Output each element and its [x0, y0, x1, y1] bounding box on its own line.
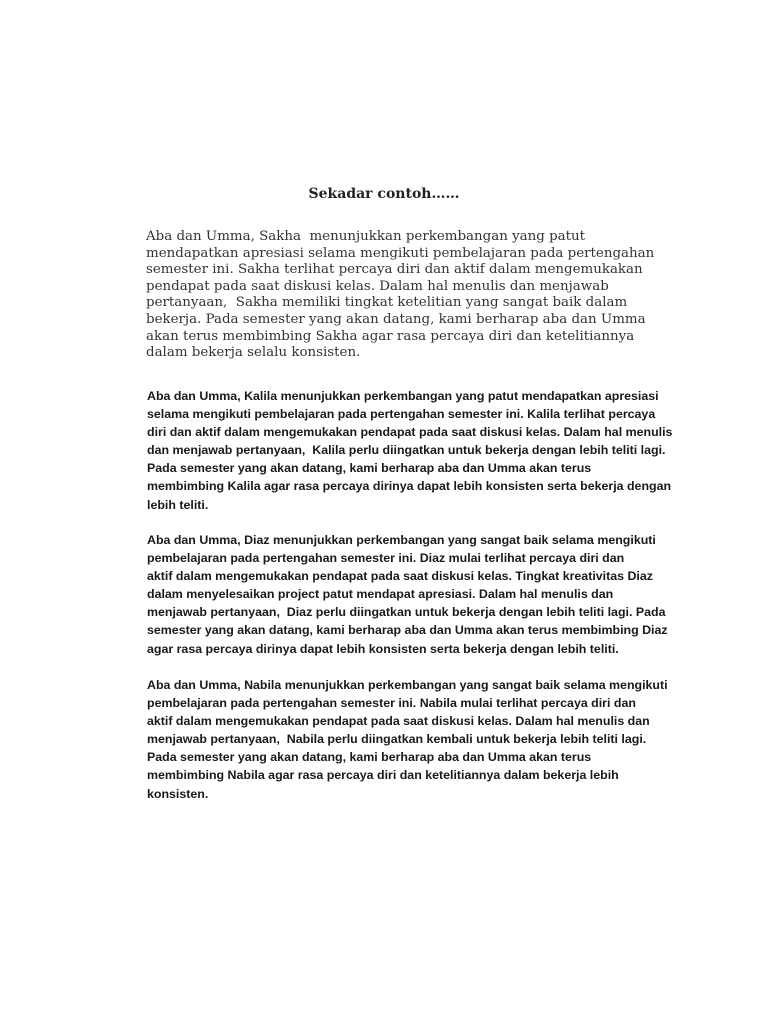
paragraph-line: pembelajaran pada pertengahan semester ini. Nabila mulai terlihat percaya diri dan: [147, 696, 636, 711]
paragraph-nabila: [147, 676, 667, 803]
intro-line: pendapat pada saat diskusi kelas. Dalam hal menulis dan menjawab: [146, 278, 609, 294]
paragraph-line: pembelajaran pada pertengahan semester ini. Diaz mulai terlihat percaya diri dan: [147, 551, 625, 566]
intro-paragraph-sakha: [146, 229, 666, 362]
paragraph-line: selama mengikuti pembelajaran pada pertengahan semester ini. Kalila terlihat percaya: [147, 407, 656, 422]
paragraph-line: Pada semester yang akan datang, kami berharap aba dan Umma akan terus: [147, 461, 592, 476]
paragraph-line: aktif dalam mengemukakan pendapat pada saat diskusi kelas. Tingkat kreativitas Diaz: [147, 569, 653, 584]
paragraph-line: Aba dan Umma, Kalila menunjukkan perkembangan yang patut mendapatkan apresiasi: [147, 389, 659, 403]
paragraph-line: membimbing Kalila agar rasa percaya dirinya dapat lebih konsisten serta bekerja dengan: [147, 479, 672, 494]
paragraph-line: diri dan aktif dalam mengemukakan pendapat pada saat diskusi kelas. Dalam hal menulis: [147, 425, 673, 440]
paragraph-line: Aba dan Umma, Nabila menunjukkan perkembangan yang sangat baik selama mengikuti: [147, 678, 668, 692]
paragraph-line: dan menjawab pertanyaan, Kalila perlu diingatkan untuk bekerja dengan lebih teliti lagi.: [147, 443, 666, 458]
paragraph-line: Pada semester yang akan datang, kami berharap aba dan Umma akan terus: [147, 750, 592, 765]
paragraph-line: lebih teliti.: [147, 497, 209, 512]
paragraph-line: menjawab pertanyaan, Nabila perlu diingatkan kembali untuk bekerja lebih teliti lagi.: [147, 732, 647, 747]
paragraph-line: agar rasa percaya dirinya dapat lebih konsisten serta bekerja dengan lebih teliti.: [147, 641, 619, 656]
paragraph-line: dalam menyelesaikan project patut mendapat apresiasi. Dalam hal menulis dan: [147, 587, 614, 602]
intro-line: dalam bekerja selalu konsisten.: [146, 345, 361, 361]
paragraph-line: semester yang akan datang, kami berharap aba dan Umma akan terus membimbing Diaz: [147, 623, 668, 638]
intro-line: mendapatkan apresiasi selama mengikuti pembelajaran pada pertengahan: [146, 245, 655, 261]
intro-line: bekerja. Pada semester yang akan datang, kami berharap aba dan Umma: [146, 311, 646, 327]
paragraph-line: Aba dan Umma, Diaz menunjukkan perkembangan yang sangat baik selama mengikuti: [147, 533, 656, 547]
intro-line: pertanyaan, Sakha memiliki tingkat ketelitian yang sangat baik dalam: [146, 295, 628, 311]
document-title: Sekadar contoh……: [308, 186, 460, 202]
intro-line: akan terus membimbing Sakha agar rasa percaya diri dan ketelitiannya: [146, 328, 635, 344]
paragraph-diaz: [147, 531, 667, 658]
paragraph-line: membimbing Nabila agar rasa percaya diri dan ketelitiannya dalam bekerja lebih: [147, 768, 619, 783]
paragraph-kalila: [147, 387, 673, 514]
paragraph-line: konsisten.: [147, 786, 209, 801]
intro-line: semester ini. Sakha terlihat percaya diri dan aktif dalam mengemukakan: [146, 262, 643, 278]
intro-line: Aba dan Umma, Sakha menunjukkan perkembangan yang patut: [146, 229, 586, 244]
paragraph-line: menjawab pertanyaan, Diaz perlu diingatkan untuk bekerja dengan lebih teliti lagi. Pada: [147, 605, 666, 620]
paragraph-line: aktif dalam mengemukakan pendapat pada saat diskusi kelas. Dalam hal menulis dan: [147, 714, 650, 729]
